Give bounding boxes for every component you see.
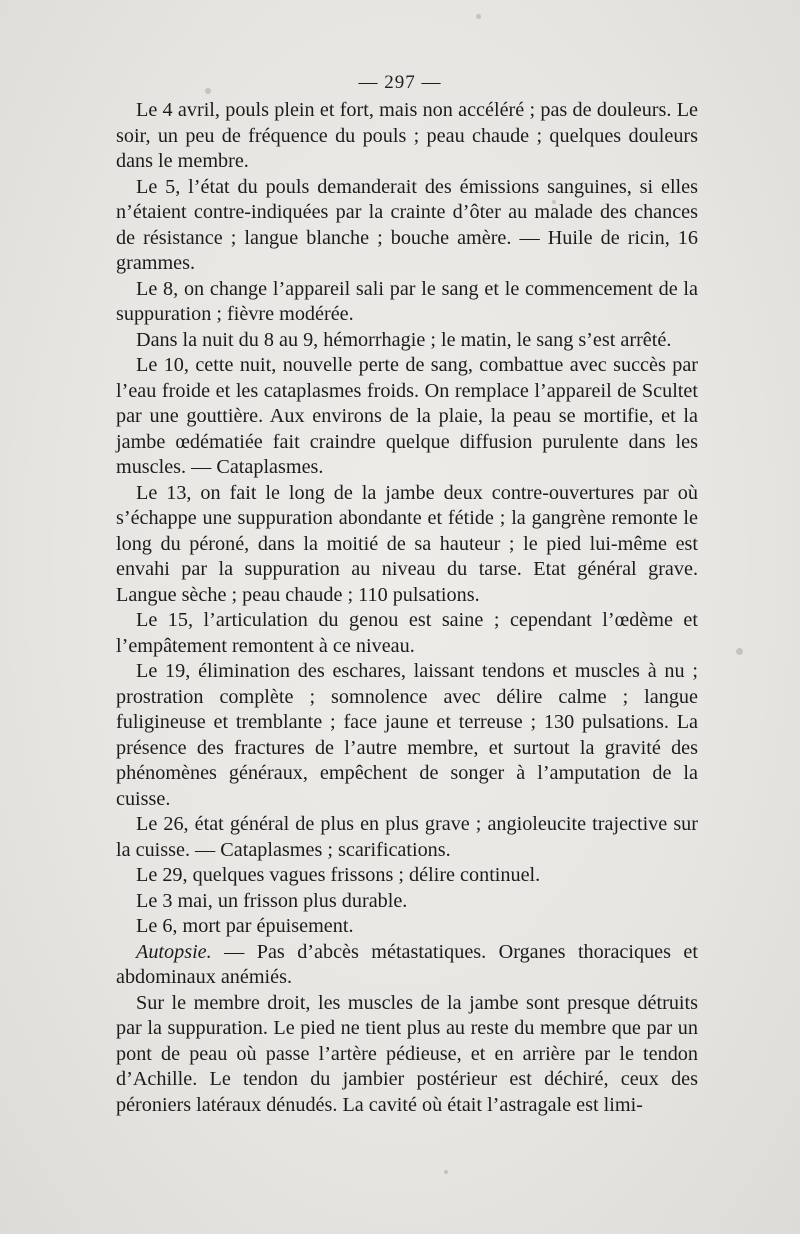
paragraph: Le 8, on change l’appareil sali par le sang et le commencement de la suppuration ; fièvre modérée. bbox=[116, 277, 698, 325]
paragraph: Le 26, état général de plus en plus grave ; angioleucite trajective sur la cuisse. — Cataplasmes ; scarifications. bbox=[116, 813, 698, 861]
paragraph: Le 10, cette nuit, nouvelle perte de sang, combattue avec succès par l’eau froide et les cataplasmes froids. On remplace l’appareil de Scultet par une gouttière. Aux environs de la plaie, la peau se mortifie, et la jambe œdématiée fait craindre quelque diffusion purulente dans les muscles. — Cataplasmes. bbox=[116, 354, 698, 478]
paper-speck bbox=[444, 1170, 448, 1174]
paragraph: Le 5, l’état du pouls demanderait des émissions sanguines, si elles n’étaient contre-indiquées par la crainte d’ôter au malade des chances de résistance ; langue blanche ; bouche amère. — Huile de ricin, 16 grammes. bbox=[116, 175, 698, 274]
autopsie-paragraph bbox=[116, 940, 698, 991]
paragraph: Le 3 mai, un frisson plus durable. bbox=[136, 889, 408, 912]
paper-speck bbox=[736, 648, 743, 655]
paragraph: Le 15, l’articulation du genou est saine ; cependant l’œdème et l’empâtement remontent à ce niveau. bbox=[116, 609, 698, 657]
paragraph: Le 4 avril, pouls plein et fort, mais non accéléré ; pas de douleurs. Le soir, un peu de fréquence du pouls ; peau chaude ; quelques douleurs dans le membre. bbox=[116, 99, 698, 172]
paragraph: Le 19, élimination des eschares, laissant tendons et muscles à nu ; prostration complète ; somnolence avec délire calme ; langue fuligineuse et tremblante ; face jaune et terreuse ; 130 pulsations. La présence des fractures de l’autre membre, et surtout la gravité des phénomènes généraux, empêchent de songer à l’amputation de la cuisse. bbox=[116, 660, 698, 810]
paragraph: Dans la nuit du 8 au 9, hémorrhagie ; le matin, le sang s’est arrêté. bbox=[136, 328, 672, 351]
paragraph: Le 13, on fait le long de la jambe deux contre-ouvertures par où s’échappe une suppuration abondante et fétide ; la gangrène remonte le long du péroné, dans la moitié de sa hauteur ; le pied lui-même est envahi par la suppuration au niveau du tarse. Etat général grave. Langue sèche ; peau chaude ; 110 pulsations. bbox=[116, 481, 698, 606]
autopsie-label: Autopsie. bbox=[136, 940, 212, 963]
page-number: — 297 — bbox=[358, 72, 442, 93]
paragraph: Sur le membre droit, les muscles de la jambe sont presque détruits par la suppuration. Le pied ne tient plus au reste du membre que par un pont de peau où passe l’artère pédieuse, et en arrière par le tendon d’Achille. Le tendon du jambier postérieur est déchiré, ceux des péroniers latéraux dénudés. La cavité où était l’astragale est limi- bbox=[116, 991, 698, 1116]
page-body bbox=[116, 98, 698, 1118]
paper-speck bbox=[476, 14, 481, 19]
autopsie-text: — Pas d’abcès métastatiques. Organes thoraciques et abdominaux anémiés. bbox=[116, 940, 698, 988]
paragraph: Le 6, mort par épuisement. bbox=[136, 915, 354, 937]
paragraph: Le 29, quelques vagues frissons ; délire continuel. bbox=[136, 864, 541, 886]
